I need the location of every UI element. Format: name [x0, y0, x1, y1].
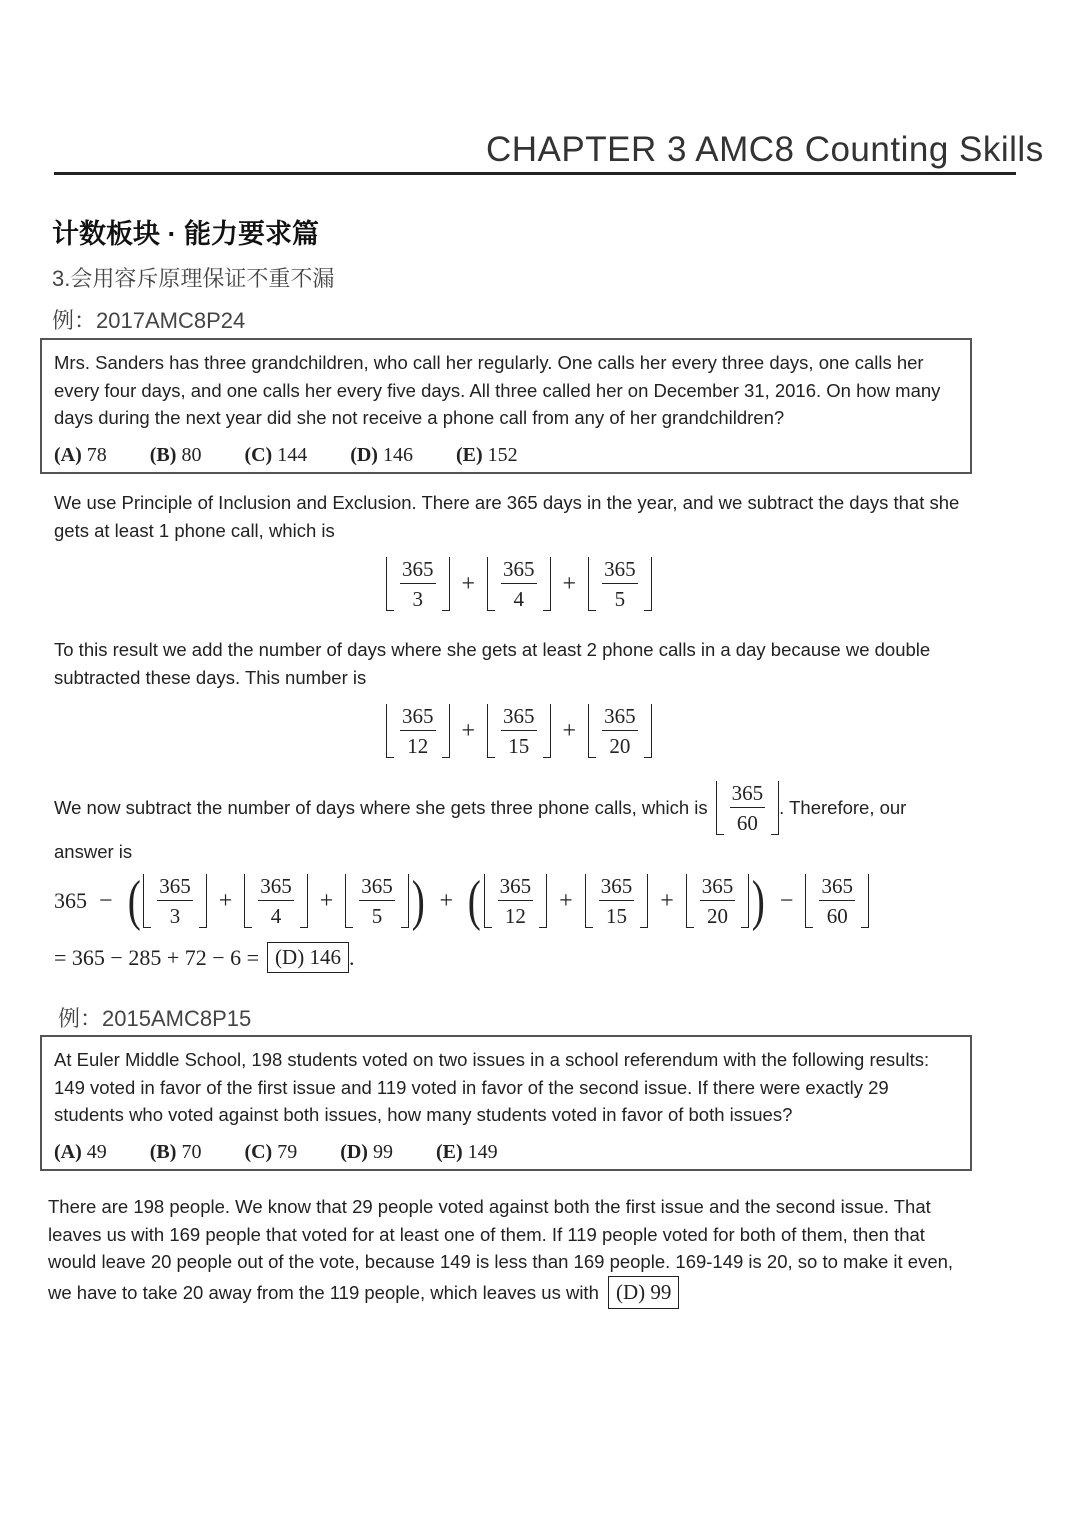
choice-e: (E) 149: [435, 1140, 498, 1163]
problem-2-box: [40, 1035, 972, 1171]
example-1-label: 例：2017AMC8P24: [52, 308, 246, 333]
choice-a: (A) 49: [54, 1140, 107, 1163]
choice-e: (E) 152: [455, 443, 518, 466]
choice-b: (B) 70: [149, 1140, 202, 1163]
problem-1-choices: [54, 442, 958, 470]
choice-c: (C) 144: [244, 443, 308, 466]
choice-c: (C) 79: [244, 1140, 298, 1163]
problem-2-text: At Euler Middle School, 198 students voted on two issues in a school referendum with the following results: 149 voted in favor of the first issue and 119 voted in favor of the second issue. If there were exactly 29 students who voted against both issues, how many students voted in favor of both issues?: [54, 1049, 930, 1125]
solution-1-paragraph-1: We use Principle of Inclusion and Exclusion. There are 365 days in the year, and we subtract the days that she gets at least 1 phone call, which is: [54, 492, 960, 541]
section-title: 计数板块 · 能力要求篇: [52, 219, 319, 249]
problem-2-choices: [54, 1139, 958, 1167]
solution-1-paragraph-3: We now subtract the number of days where she gets three phone calls, which is $\frac{365}{60}$ . Therefore, our: [54, 781, 907, 835]
equation-2: $\frac{365}{12}$ + $\frac{365}{15}$ + $\frac{365}{20}$: [386, 703, 652, 759]
solution-2-paragraph: There are 198 people. We know that 29 people voted against both the first issue and the second issue. That leaves us with 169 people that voted for at least one of them. If 119 people voted for both of them, then that would leave 20 people out of the vote, because 149 is less than 169 people. 169-149 is 20, so to make it even, we have to take 20 away from the 119 people, which leaves us with (D) 99: [48, 1193, 968, 1309]
choice-b: (B) 80: [149, 443, 202, 466]
choice-d: (D) 99: [340, 1140, 393, 1163]
problem-1-box: [40, 338, 972, 474]
chapter-title: CHAPTER 3 AMC8 Counting Skills: [486, 130, 1044, 169]
answer-1-box: (D) 146: [267, 942, 349, 973]
answer-2-box: (D) 99: [608, 1276, 679, 1310]
problem-1-text: Mrs. Sanders has three grandchildren, who call her regularly. One calls her every three days, one calls her every four days, and one calls her every five days. All three called her on December 31, 2016. On how many days during the next year did she not receive a phone call from any of her grandchildren?: [54, 352, 941, 428]
section-subtitle: 3.会用容斥原理保证不重不漏: [52, 266, 335, 291]
choice-a: (A) 78: [54, 443, 107, 466]
equation-result: = 365 − 285 + 72 − 6 = (D) 146 .: [54, 942, 354, 973]
header-rule: [54, 172, 1016, 175]
choice-d: (D) 146: [350, 443, 413, 466]
equation-1: $\frac{365}{3}$ + $\frac{365}{4}$ + $\frac{365}{5}$: [386, 556, 652, 612]
equation-final: 365 − ( $\frac{365}{3}$ + $\frac{365}{4}$ + $\frac{365}{5}$ ) + ( $\frac{365}{12}$ + $\frac{365}{15}$ + $\frac{365}{20}$ ) − $\frac{365}{60}$: [54, 873, 869, 929]
solution-1-paragraph-2: To this result we add the number of days where she gets at least 2 phone calls in a day because we double subtracted these days. This number is: [54, 639, 931, 688]
solution-1-answer-is: answer is: [54, 841, 133, 862]
example-2-label: 例：2015AMC8P15: [58, 1006, 252, 1031]
